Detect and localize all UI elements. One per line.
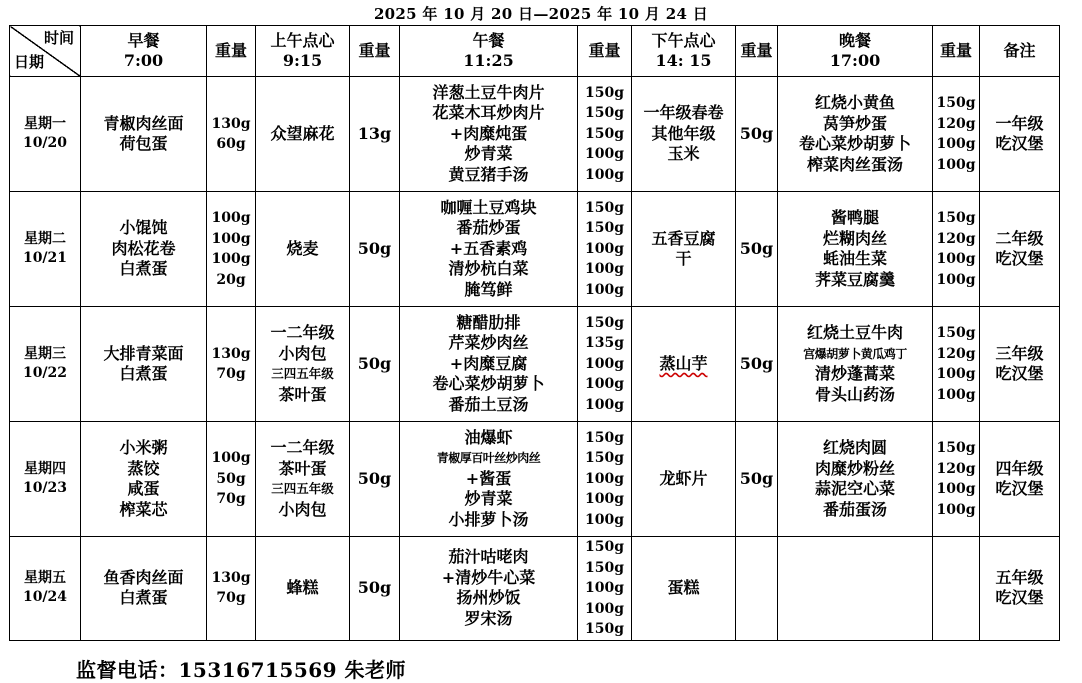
- date-label: 10/22: [22, 365, 68, 381]
- pm-snack-cell: [632, 422, 736, 537]
- pm-snack-item: 干: [675, 249, 692, 268]
- am-snack-cell: [256, 77, 350, 192]
- pm-snack-item: 一年级春卷: [643, 103, 724, 123]
- pm-snack-cell: [632, 537, 736, 641]
- lunch-item: 番茄土豆汤: [448, 394, 529, 414]
- breakfast-cell: [81, 537, 207, 641]
- pm-snack-weight-cell: [736, 537, 778, 641]
- lunch-weight-item: 150g: [584, 199, 624, 216]
- breakfast-header: 早餐 7:00: [81, 26, 207, 77]
- day-cell: [10, 537, 81, 641]
- lunch-item: +酱蛋: [465, 468, 512, 488]
- breakfast-item: 荷包蛋: [119, 134, 168, 153]
- day-cell: [10, 192, 81, 307]
- lunch-weight-item: 150g: [584, 621, 624, 637]
- am-snack-weight-item: 50g: [357, 238, 392, 258]
- dinner-header: 晚餐 17:00: [778, 26, 933, 77]
- dinner-weight-item: 100g: [936, 251, 976, 267]
- dinner-item: 宫爆胡萝卜黄瓜鸡丁: [803, 346, 907, 361]
- remarks-item: 一年级: [995, 113, 1044, 133]
- day-cell: [10, 307, 81, 422]
- dinner-weight-item: 100g: [936, 386, 976, 403]
- am-snack-cell: [256, 537, 350, 641]
- pm-snack-weight-item: 50g: [739, 468, 774, 488]
- date-label: 10/20: [22, 135, 68, 151]
- lunch-item: 油爆虾: [464, 427, 513, 447]
- lunch-weight-item: 100g: [584, 600, 624, 617]
- lunch-item: 腌笃鲜: [464, 279, 513, 299]
- breakfast-cell: [81, 192, 207, 307]
- pm-snack-cell: [632, 77, 736, 192]
- dinner-item: 番茄蛋汤: [822, 499, 887, 519]
- am-snack-item: 众望麻花: [270, 123, 335, 143]
- lunch-weight-item: 150g: [584, 539, 624, 555]
- date-label: 10/21: [22, 250, 68, 266]
- breakfast-weight-cell: [207, 192, 256, 307]
- lunch-weight-item: 100g: [584, 166, 624, 183]
- lunch-item: 咖喱土豆鸡块: [440, 197, 537, 217]
- dinner-item: 榨菜肉丝蛋汤: [806, 154, 903, 174]
- lunch-item: 花菜木耳炒肉片: [432, 103, 545, 123]
- remarks-item: 吃汉堡: [995, 249, 1044, 268]
- page-title: 2025 年 10 月 20 日—2025 年 10 月 24 日: [373, 5, 709, 23]
- lunch-item: 炒青菜: [464, 144, 513, 164]
- dinner-cell: [778, 422, 933, 537]
- am-snack-item: 小肉包: [278, 343, 327, 363]
- dinner-weight-item: 100g: [936, 136, 976, 152]
- dinner-item: 骨头山药汤: [814, 384, 895, 404]
- dinner-weight-item: 100g: [936, 366, 976, 382]
- day-cell: [10, 422, 81, 537]
- dinner-weight-cell: [933, 537, 980, 641]
- remarks-header: 备注: [980, 26, 1060, 77]
- am-snack-weight-item: 50g: [357, 578, 392, 597]
- breakfast-item: 白煮蛋: [119, 259, 168, 279]
- day-row: [10, 307, 1060, 422]
- dinner-cell: [778, 537, 933, 641]
- date-label: 10/23: [22, 480, 68, 496]
- am-snack-cell: [256, 422, 350, 537]
- am-snack-item: 一二年级: [270, 438, 335, 457]
- dinner-item: 红烧土豆牛肉: [806, 323, 903, 342]
- breakfast-weight-cell: [207, 307, 256, 422]
- pm-snack-weight-item: 50g: [739, 123, 774, 143]
- dinner-weight-item: 150g: [936, 440, 976, 456]
- lunch-weight-item: 100g: [584, 240, 624, 257]
- am-snack-item: 茶叶蛋: [278, 458, 327, 478]
- day-row: [10, 537, 1060, 641]
- header-row: [10, 26, 1060, 77]
- dinner-weight-cell: [933, 192, 980, 307]
- dinner-weight-item: 120g: [936, 345, 976, 362]
- breakfast-weight-item: 100g: [211, 251, 251, 267]
- dinner-weight-item: 100g: [936, 501, 976, 518]
- breakfast-weight-item: 130g: [211, 115, 251, 132]
- weekday-label: 星期五: [24, 570, 66, 587]
- lunch-weight-item: 100g: [584, 491, 624, 508]
- remarks-item: 吃汉堡: [995, 588, 1044, 608]
- pm-snack-weight-item: 50g: [739, 353, 774, 373]
- dinner-item: 清炒蓬蒿菜: [814, 364, 895, 383]
- lunch-weight-item: 100g: [584, 511, 624, 528]
- weight-header: 重量: [207, 26, 256, 77]
- am-snack-weight-cell: [350, 422, 400, 537]
- pm-snack-weight-cell: [736, 422, 778, 537]
- lunch-weight-item: 100g: [584, 470, 624, 487]
- weight-header: 重量: [933, 26, 980, 77]
- lunch-cell: [400, 537, 578, 641]
- lunch-weight-item: 150g: [584, 125, 624, 142]
- dinner-item: 卷心菜炒胡萝卜: [798, 134, 911, 153]
- breakfast-weight-cell: [207, 422, 256, 537]
- remarks-cell: [980, 422, 1060, 537]
- weekday-label: 星期四: [24, 461, 66, 477]
- dinner-weight-item: 120g: [936, 115, 976, 132]
- breakfast-item: 咸蛋: [127, 479, 160, 498]
- pm-snack-cell: [632, 307, 736, 422]
- date-label: 日期: [14, 53, 45, 71]
- dinner-weight-item: 120g: [936, 230, 976, 247]
- dinner-weight-cell: [933, 307, 980, 422]
- remarks-cell: [980, 537, 1060, 641]
- breakfast-weight-item: 60g: [216, 136, 246, 152]
- lunch-weight-item: 100g: [584, 580, 624, 596]
- dinner-weight-item: 100g: [936, 156, 976, 173]
- day-row: [10, 422, 1060, 537]
- lunch-item: +肉糜炖蛋: [449, 123, 528, 143]
- lunch-item: 洋葱土豆牛肉片: [432, 82, 545, 102]
- dinner-item: 肉糜炒粉丝: [814, 458, 895, 478]
- lunch-item: 小排萝卜汤: [448, 509, 529, 529]
- dinner-item: 烂糊肉丝: [822, 228, 887, 248]
- breakfast-item: 小馄饨: [119, 218, 168, 238]
- day-row: [10, 192, 1060, 307]
- lunch-weight-item: 100g: [584, 146, 624, 163]
- am-snack-weight-item: 13g: [357, 123, 392, 143]
- lunch-item: +清炒牛心菜: [441, 567, 536, 587]
- breakfast-weight-item: 130g: [211, 569, 251, 586]
- lunch-cell: [400, 422, 578, 537]
- lunch-weight-cell: [578, 192, 632, 307]
- lunch-item: 青椒厚百叶丝炒肉丝: [436, 451, 541, 466]
- weekday-label: 星期三: [24, 346, 66, 362]
- dinner-weight-cell: [933, 77, 980, 192]
- am-snack-weight-item: 50g: [357, 353, 392, 373]
- lunch-weight-item: 150g: [584, 314, 624, 331]
- am-snack-weight-cell: [350, 307, 400, 422]
- dinner-weight-item: 150g: [936, 95, 976, 111]
- weight-header: 重量: [350, 26, 400, 77]
- lunch-weight-item: 100g: [584, 355, 624, 372]
- time-label: 时间: [43, 29, 74, 47]
- pm-snack-header: 下午点心 14: 15: [632, 26, 736, 77]
- pm-snack-item: 玉米: [667, 144, 700, 164]
- supervision-phone: 监督电话：15316715569 朱老师: [76, 658, 407, 682]
- remarks-item: 吃汉堡: [995, 134, 1044, 153]
- dinner-item: 红烧肉圆: [822, 438, 887, 457]
- lunch-weight-item: 100g: [584, 376, 624, 393]
- remarks-item: 吃汉堡: [995, 364, 1044, 383]
- breakfast-weight-item: 20g: [216, 271, 246, 288]
- dinner-item: 蚝油生菜: [822, 249, 887, 268]
- lunch-cell: [400, 192, 578, 307]
- lunch-weight-cell: [578, 422, 632, 537]
- remarks-item: 五年级: [995, 567, 1044, 587]
- lunch-item: 黄豆猪手汤: [448, 164, 529, 184]
- lunch-item: 卷心菜炒胡萝卜: [432, 374, 545, 394]
- breakfast-item: 鱼香肉丝面: [103, 567, 184, 587]
- am-snack-weight-item: 50g: [357, 468, 392, 488]
- dinner-item: 酱鸭腿: [830, 208, 879, 227]
- lunch-weight-item: 150g: [584, 559, 624, 576]
- remarks-item: 三年级: [995, 343, 1044, 363]
- dinner-cell: [778, 307, 933, 422]
- am-snack-item: 茶叶蛋: [278, 384, 327, 404]
- dinner-weight-cell: [933, 422, 980, 537]
- pm-snack-cell: [632, 192, 736, 307]
- breakfast-item: 青椒肉丝面: [103, 113, 184, 133]
- dinner-weight-item: 150g: [936, 210, 976, 226]
- lunch-item: 番茄炒蛋: [456, 218, 521, 238]
- dinner-cell: [778, 192, 933, 307]
- dinner-item: 蒜泥空心菜: [814, 479, 895, 498]
- dinner-weight-item: 100g: [936, 481, 976, 497]
- breakfast-item: 大排青菜面: [103, 343, 184, 363]
- day-cell: [10, 77, 81, 192]
- lunch-weight-item: 150g: [584, 450, 624, 467]
- lunch-header: 午餐 11:25: [400, 26, 578, 77]
- lunch-item: +肉糜豆腐: [449, 353, 528, 373]
- lunch-item: 茄汁咕咾肉: [448, 547, 529, 567]
- breakfast-item: 白煮蛋: [119, 588, 168, 608]
- dinner-item: 荠菜豆腐羹: [814, 269, 895, 289]
- dinner-item: 莴笋炒蛋: [822, 113, 887, 133]
- breakfast-weight-item: 100g: [211, 210, 251, 226]
- pm-snack-item: 龙虾片: [659, 468, 708, 488]
- lunch-weight-item: 100g: [584, 396, 624, 413]
- breakfast-item: 榨菜芯: [119, 499, 168, 519]
- breakfast-cell: [81, 77, 207, 192]
- pm-snack-item: 其他年级: [651, 123, 716, 143]
- weight-header: 重量: [736, 26, 778, 77]
- weekday-label: 星期二: [24, 231, 66, 247]
- lunch-weight-cell: [578, 77, 632, 192]
- day-row: [10, 77, 1060, 192]
- lunch-weight-item: 150g: [584, 105, 624, 122]
- breakfast-weight-item: 70g: [216, 590, 246, 607]
- lunch-weight-item: 150g: [584, 429, 624, 446]
- remarks-item: 二年级: [995, 228, 1044, 248]
- am-snack-item: 一二年级: [270, 323, 335, 342]
- weekday-label: 星期一: [24, 116, 66, 132]
- lunch-weight-cell: [578, 307, 632, 422]
- breakfast-weight-item: 70g: [216, 491, 246, 508]
- am-snack-item: 蜂糕: [286, 578, 319, 597]
- am-snack-item: 烧麦: [286, 238, 319, 258]
- breakfast-weight-item: 50g: [216, 470, 246, 487]
- am-snack-item: 三四五年级: [271, 481, 334, 496]
- breakfast-item: 肉松花卷: [111, 238, 176, 258]
- lunch-item: 芹菜炒肉丝: [448, 333, 529, 353]
- am-snack-cell: [256, 192, 350, 307]
- breakfast-item: 小米粥: [119, 438, 168, 457]
- lunch-weight-item: 150g: [584, 84, 624, 101]
- pm-snack-weight-item: 50g: [739, 238, 774, 258]
- am-snack-weight-cell: [350, 537, 400, 641]
- dinner-cell: [778, 77, 933, 192]
- breakfast-item: 白煮蛋: [119, 364, 168, 383]
- remarks-item: 吃汉堡: [995, 479, 1044, 498]
- pm-snack-item: 蒸山芋: [659, 353, 708, 373]
- lunch-weight-item: 100g: [584, 281, 624, 298]
- menu-table: [9, 25, 1060, 641]
- am-snack-item: 三四五年级: [271, 366, 334, 381]
- breakfast-weight-item: 100g: [211, 230, 251, 247]
- time-date-header: [10, 26, 81, 77]
- pm-snack-weight-cell: [736, 192, 778, 307]
- remarks-cell: [980, 192, 1060, 307]
- pm-snack-weight-cell: [736, 307, 778, 422]
- dinner-weight-item: 100g: [936, 271, 976, 288]
- breakfast-weight-item: 130g: [211, 345, 251, 362]
- remarks-item: 四年级: [995, 458, 1044, 478]
- pm-snack-weight-cell: [736, 77, 778, 192]
- am-snack-cell: [256, 307, 350, 422]
- lunch-item: 清炒杭白菜: [448, 259, 529, 279]
- breakfast-weight-cell: [207, 77, 256, 192]
- breakfast-weight-item: 70g: [216, 366, 246, 382]
- breakfast-weight-item: 100g: [211, 450, 251, 467]
- lunch-weight-item: 100g: [584, 261, 624, 278]
- breakfast-item: 蒸饺: [127, 458, 160, 478]
- lunch-weight-item: 150g: [584, 220, 624, 237]
- lunch-item: +五香素鸡: [449, 238, 528, 258]
- lunch-cell: [400, 307, 578, 422]
- breakfast-cell: [81, 422, 207, 537]
- lunch-weight-item: 135g: [584, 335, 624, 352]
- lunch-item: 扬州炒饭: [456, 588, 521, 608]
- lunch-weight-cell: [578, 537, 632, 641]
- breakfast-weight-cell: [207, 537, 256, 641]
- weight-header: 重量: [578, 26, 632, 77]
- am-snack-header: 上午点心 9:15: [256, 26, 350, 77]
- pm-snack-item: 蛋糕: [667, 578, 700, 597]
- dinner-item: 红烧小黄鱼: [814, 93, 895, 112]
- lunch-item: 糖醋肋排: [456, 312, 521, 332]
- dinner-weight-item: 150g: [936, 325, 976, 341]
- lunch-item: 炒青菜: [464, 489, 513, 509]
- breakfast-cell: [81, 307, 207, 422]
- remarks-cell: [980, 77, 1060, 192]
- dinner-weight-item: 120g: [936, 460, 976, 477]
- lunch-item: 罗宋汤: [464, 608, 513, 628]
- pm-snack-item: 五香豆腐: [651, 228, 716, 248]
- remarks-cell: [980, 307, 1060, 422]
- am-snack-weight-cell: [350, 77, 400, 192]
- am-snack-item: 小肉包: [278, 499, 327, 519]
- date-label: 10/24: [22, 589, 68, 606]
- lunch-cell: [400, 77, 578, 192]
- am-snack-weight-cell: [350, 192, 400, 307]
